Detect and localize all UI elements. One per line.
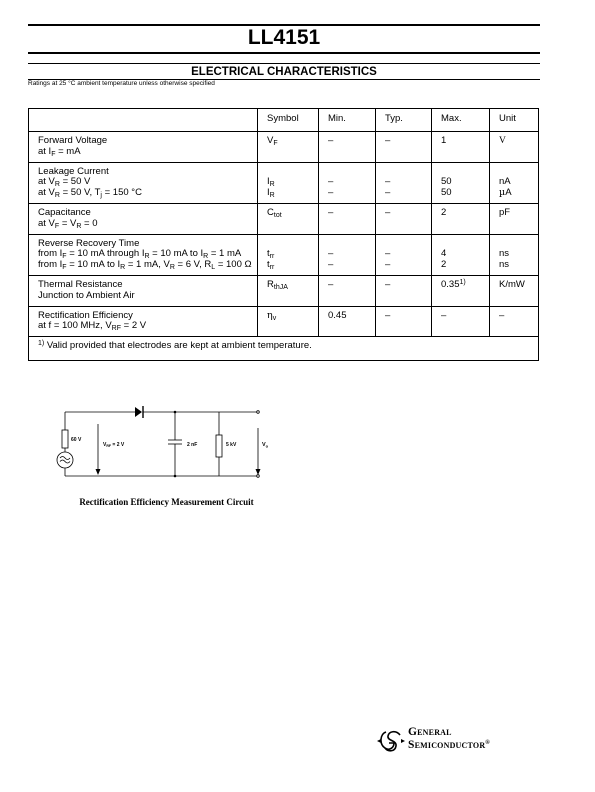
table-header-row bbox=[29, 109, 539, 132]
param-title: Leakage Current bbox=[38, 165, 109, 177]
param-capacitance bbox=[29, 203, 258, 234]
diode-icon bbox=[135, 407, 142, 417]
param-condition-1: from $I_F = 10$ mA through $I_R = 10$ mA to $I_R = 1$ mA bbox=[38, 248, 242, 261]
param-title: Reverse Recovery Time bbox=[38, 237, 140, 249]
param-title: Forward Voltage bbox=[38, 135, 108, 146]
param-title: Capacitance bbox=[38, 206, 91, 218]
min-cell: – – bbox=[319, 234, 376, 275]
min-cell: – bbox=[319, 132, 376, 163]
vrf-arrow-head bbox=[96, 469, 101, 475]
label-resistance: 5 kV bbox=[226, 442, 237, 448]
header-min: Min. bbox=[319, 109, 376, 132]
label-60v: 60 V bbox=[71, 437, 82, 443]
ratings-deg: °C bbox=[68, 80, 76, 87]
symbol-cell: $\eta_v$ bbox=[258, 306, 319, 337]
title-underline bbox=[28, 52, 540, 54]
param-title: Thermal Resistance bbox=[38, 278, 123, 290]
gs-logo-icon bbox=[376, 726, 406, 756]
table-row-capacitance bbox=[29, 203, 539, 234]
typ-cell: – bbox=[376, 306, 432, 337]
label-vo: $V_o$ bbox=[262, 442, 269, 449]
max-cell: 50 50 bbox=[432, 162, 490, 203]
min-cell: – bbox=[319, 275, 376, 306]
min-cell: – bbox=[319, 203, 376, 234]
typ-cell: – bbox=[376, 203, 432, 234]
table-row-thermal-resistance bbox=[29, 275, 539, 306]
label-capacitance: 2 nF bbox=[187, 442, 198, 448]
footnote-text: Valid provided that electrodes are kept at ambient temperature. bbox=[46, 340, 312, 352]
symbol-cell: $V_F$ bbox=[258, 132, 319, 163]
footnote bbox=[29, 337, 539, 361]
node-top-cap bbox=[174, 411, 176, 413]
footnote-mark: 1) bbox=[38, 340, 45, 348]
unit-cell: K/mW bbox=[490, 275, 539, 306]
terminal-top bbox=[257, 411, 260, 414]
param-condition: Junction to Ambient Air bbox=[38, 289, 135, 301]
param-forward-voltage bbox=[29, 132, 258, 163]
param-condition: at f = 100 MHz, $V_{RF} = 2$ V bbox=[38, 320, 147, 333]
ac-source-wave bbox=[60, 457, 70, 464]
circuit-caption: Rectification Efficiency Measurement Circuit bbox=[79, 497, 254, 507]
param-condition: at $V_F = V_R = 0$ bbox=[38, 217, 98, 230]
header-typ: Typ. bbox=[376, 109, 432, 132]
param-condition-1: at $V_R = 50$ V bbox=[38, 176, 91, 189]
param-reverse-recovery bbox=[29, 234, 258, 275]
section-top-rule bbox=[28, 63, 540, 64]
unit-cell: nA µA bbox=[490, 162, 539, 203]
part-number-title: LL4151 bbox=[247, 26, 321, 49]
unit-cell: pF bbox=[490, 203, 539, 234]
header-unit: Unit bbox=[490, 109, 539, 132]
rectification-efficiency-circuit-diagram bbox=[50, 400, 280, 490]
header-symbol: Symbol bbox=[258, 109, 319, 132]
ac-source-icon bbox=[57, 452, 73, 468]
electrical-characteristics-table bbox=[28, 108, 539, 361]
typ-cell: – – bbox=[376, 234, 432, 275]
symbol-cell: $R_{thJA}$ bbox=[258, 275, 319, 306]
logo-line-1: General bbox=[408, 726, 452, 738]
param-rectification-efficiency bbox=[29, 306, 258, 337]
terminal-bottom bbox=[257, 475, 260, 478]
param-leakage-current bbox=[29, 162, 258, 203]
param-condition-2: from $I_F = 10$ mA to $I_R = 1$ mA, $V_R = 6$ V, $R_L = 100$ Ω bbox=[38, 259, 252, 272]
symbol-cell: $C_{tot}$ bbox=[258, 203, 319, 234]
table-footnote-row bbox=[29, 337, 539, 361]
param-condition-2: at $V_R = 50$ V, $T_j = 150$ °C bbox=[38, 187, 142, 200]
unit-cell: ns ns bbox=[490, 234, 539, 275]
typ-cell: – bbox=[376, 132, 432, 163]
table-row-rectification-efficiency bbox=[29, 306, 539, 337]
logo-line-2: Semiconductor® bbox=[408, 739, 490, 751]
max-cell: 2 bbox=[432, 203, 490, 234]
vo-arrow-head bbox=[256, 469, 261, 475]
ratings-text-1: Ratings at 25 bbox=[28, 80, 67, 87]
max-cell: – bbox=[432, 306, 490, 337]
symbol-cell: $I_R$ $I_R$ bbox=[258, 162, 319, 203]
unit-cell: – bbox=[490, 306, 539, 337]
symbol-cell: $t_{rr}$ $t_{rr}$ bbox=[258, 234, 319, 275]
ratings-note bbox=[28, 79, 215, 88]
typ-cell: – bbox=[376, 275, 432, 306]
ratings-text-2: ambient temperature unless otherwise specified bbox=[77, 80, 215, 87]
max-cell: 0.35$^{1)}$ bbox=[432, 275, 490, 306]
unit-cell: V bbox=[490, 132, 539, 163]
param-condition: at $I_F$ = mA bbox=[38, 145, 81, 158]
section-title: ELECTRICAL CHARACTERISTICS bbox=[191, 66, 377, 78]
max-cell: 1 bbox=[432, 132, 490, 163]
max-cell: 4 2 bbox=[432, 234, 490, 275]
general-semiconductor-logo bbox=[376, 724, 536, 760]
table-row-leakage-current bbox=[29, 162, 539, 203]
header-max: Max. bbox=[432, 109, 490, 132]
typ-cell: – – bbox=[376, 162, 432, 203]
table-row-forward-voltage bbox=[29, 132, 539, 163]
node-bottom-cap bbox=[174, 475, 176, 477]
param-title: Rectification Efficiency bbox=[38, 309, 133, 321]
table-row-reverse-recovery bbox=[29, 234, 539, 275]
param-thermal-resistance bbox=[29, 275, 258, 306]
min-cell: 0.45 bbox=[319, 306, 376, 337]
min-cell: – – bbox=[319, 162, 376, 203]
label-vrf: $V_{RF} = 2$ V bbox=[103, 442, 125, 448]
source-resistor bbox=[62, 430, 68, 448]
header-parameter bbox=[29, 109, 258, 132]
load-resistor bbox=[216, 435, 222, 457]
